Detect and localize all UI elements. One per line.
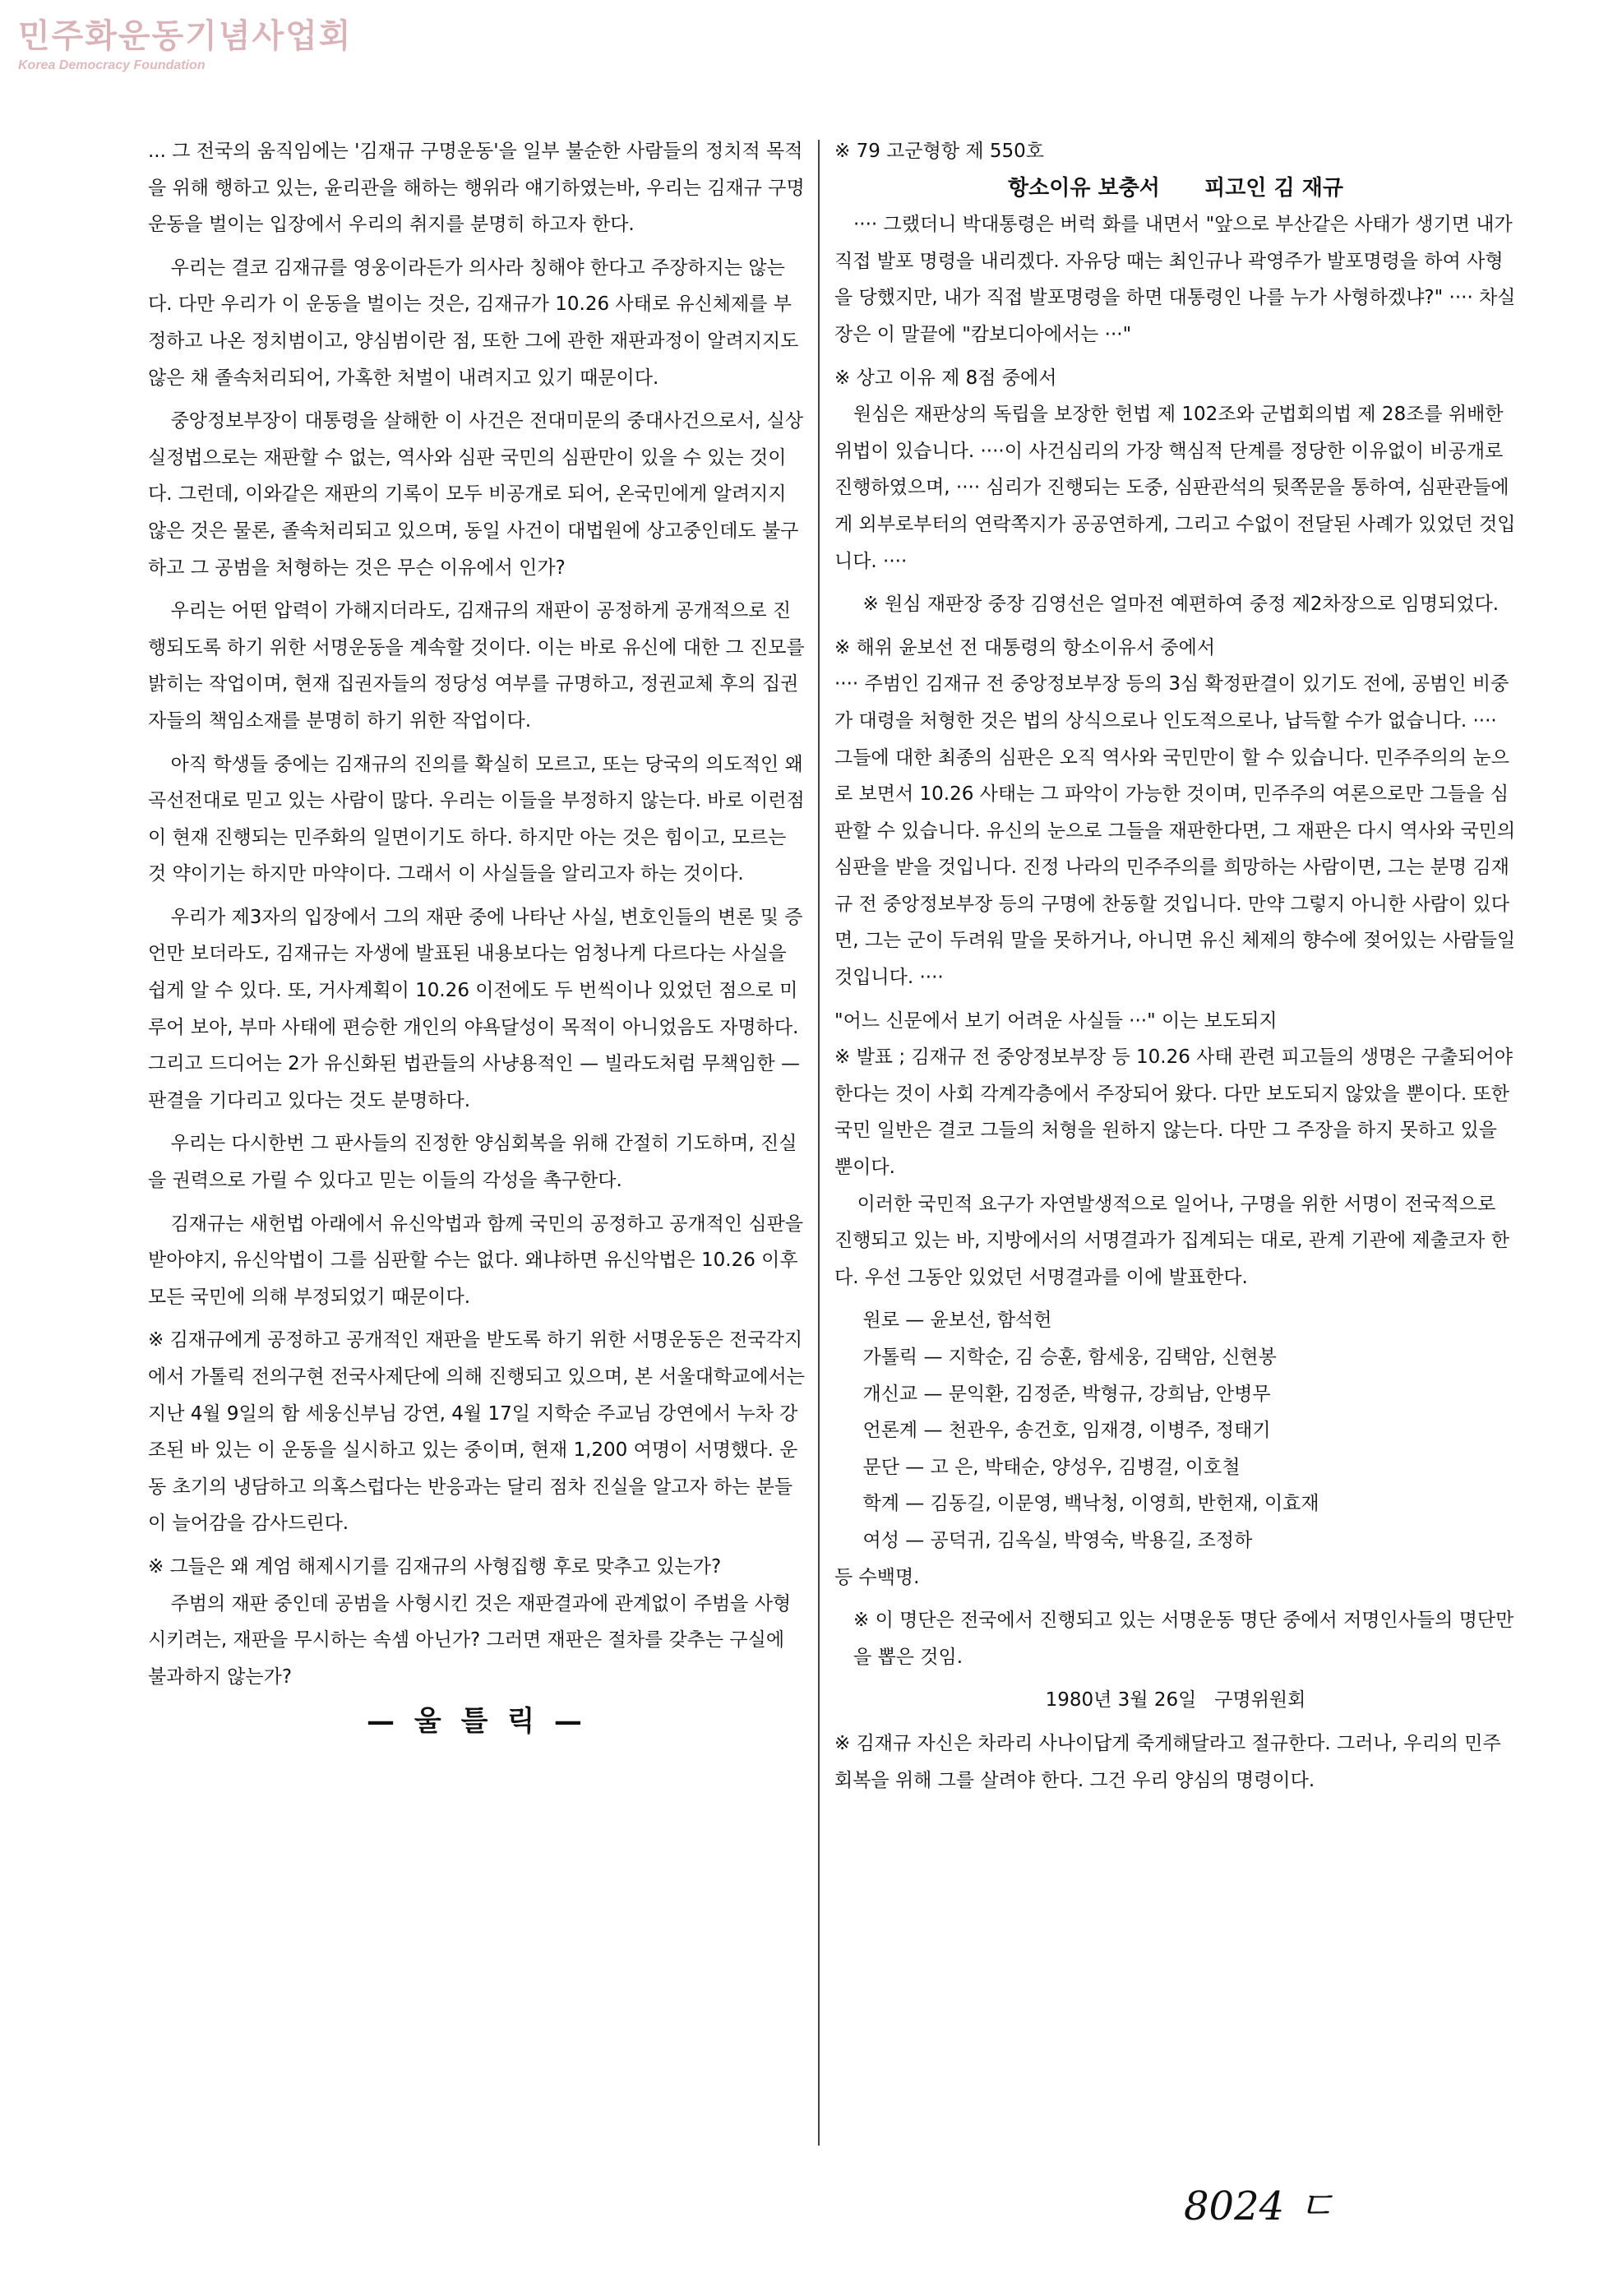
left-note-signature-campaign: ※ 김재규에게 공정하고 공개적인 재판을 받도록 하기 위한 서명운동은 전국각지에서 가톨릭 전의구현 전국사제단에 의해 진행되고 있으며, 본 서울대학교에서는 지난 4월 9일의 함 세웅신부님 강연, 4월 17일 지학순 주교님 강연에서 누차 강조된 바 있는 이 운동을 실시하고 있는 중이며, 현재 1,200 여명이 서명했다. 운동 초기의 냉담하고 의혹스럽다는 반응과는 달리 점차 진실을 알고자 하는 분들이 늘어감을 감사드린다. [148,1329,811,1535]
left-paragraph-purpose: 우리는 결코 김재규를 영웅이라든가 의사라 칭해야 한다고 주장하지는 않는다. 다만 우리가 이 운동을 벌이는 것은, 김재규가 10.26 사태로 유신체제를 부정하고 나온 정치범이고, 양심범이란 점, 또한 그에 관한 재판과정이 알려지지도 않은 채 졸속처리되어, 가혹한 처벌이 내려지고 있기 때문이다. [148,256,805,389]
right-heading-yun: ※ 해위 윤보선 전 대통령의 항소이유서 중에서 [834,636,1216,658]
document-title: 항소이유 보충서 피고인 김 재규 [1008,175,1343,201]
left-paragraph-new-constitution: 김재규는 새헌법 아래에서 유신악법과 함께 국민의 공정하고 공개적인 심판을 받아야지, 유신악법이 그를 심판할 수는 없다. 왜냐하면 유신악법은 10.26 이후 모든 국민에 의해 부정되었기 때문이다. [148,1213,810,1308]
signer-list-press: 언론계 — 천관우, 송건호, 임재경, 이병주, 정태기 [862,1420,1271,1442]
signer-list-literature: 문단 — 고 은, 박태순, 양성우, 김병걸, 이호철 [862,1456,1241,1478]
case-number: ※ 79 고군형항 제 550호 [834,141,1044,162]
right-heading-appeal-reason: ※ 상고 이유 제 8점 중에서 [834,367,1057,389]
left-paragraph-campaign: 우리는 어떤 압력이 가해지더라도, 김재규의 재판이 공정하게 공개적으로 진행되도록 하기 위한 서명운동을 계속할 것이다. 이는 바로 유신에 대한 그 진모를 밝히는 작업이며, 현재 집권자들의 정당성 여부를 규명하고, 정권교체 후의 집권자들의 책임소재를 분명히 하기 위한 작업이다. [148,600,811,732]
left-paragraph-case: 중앙정보부장이 대통령을 살해한 이 사건은 전대미문의 중대사건으로서, 실상 실정법으로는 재판할 수 없는, 역사와 심판 국민의 심판만이 있을 수 있는 것이다. 그런데, 이와같은 재판의 기록이 모두 비공개로 되어, 온국민에게 알려지지 않은 것은 물론, 졸속처리되고 있으며, 동일 사건이 대법원에 상고중인데도 불구하고 그 공범을 처형하는 것은 무슨 이유에서 인가? [148,410,810,579]
right-paragraph-announcement: ※ 발표 ; 김재규 전 중앙정보부장 등 10.26 사태 관련 피고들의 생명은 구출되어야 한다는 것이 사회 각계각층에서 주장되어 왔다. 다만 보도되지 않았을 뿐이다. 또한 국민 일반은 결코 그들의 처형을 원하지 않는다. 다만 그 주장을 하지 못하고 있을 뿐이다. [834,1046,1519,1179]
signer-list-academia: 학계 — 김동길, 이문영, 백낙청, 이영희, 반헌재, 이효재 [862,1493,1319,1515]
right-paragraph-appeal-text: 원심은 재판상의 독립을 보장한 헌법 제 102조와 군법회의법 제 28조를 위배한 위법이 있습니다. ····이 사건심리의 가장 핵심적 단계를 정당한 이유없이 비공개로 진행하였으며, ···· 심리가 진행되는 도중, 심판관석의 뒷쪽문을 통하여, 심판관들에게 외부로부터의 연락쪽지가 공공연하게, 그리고 수없이 전달된 사례가 있었던 것입니다. ···· [834,404,1516,572]
left-note-question: ※ 그들은 왜 계엄 해제시기를 김재규의 사형집행 후로 맞추고 있는가? [148,1555,722,1578]
signer-list-others: 등 수백명. [834,1566,920,1588]
right-closing-note: ※ 김재규 자신은 차라리 사나이답게 죽게해달라고 절규한다. 그러나, 우리의 민주회복을 위해 그를 살려야 한다. 그건 우리 양심의 명령이다. [834,1732,1501,1791]
signer-list-protestant: 개신교 — 문익환, 김정준, 박형규, 강희남, 안병무 [862,1383,1271,1405]
left-paragraph-prayer: 우리는 다시한번 그 판사들의 진정한 양심회복을 위해 간절히 기도하며, 진실을 권력으로 가릴 수 있다고 믿는 이들의 각성을 촉구한다. [148,1133,797,1192]
watermark-english: Korea Democracy Foundation [18,58,206,72]
right-note-list: ※ 이 명단은 전국에서 진행되고 있는 서명운동 명단 중에서 저명인사들의 명단만을 뽑은 것임. [853,1610,1514,1668]
watermark [18,10,352,73]
signature: — 울 틀 릭 — [367,1705,587,1739]
right-line-newspaper: "어느 신문에서 보기 어려운 사실들 ···" 이는 보도되지 [834,1009,1278,1032]
left-paragraph-trial-facts: 우리가 제3자의 입장에서 그의 재판 중에 나타난 사실, 변호인들의 변론 및 증언만 보더라도, 김재규는 자생에 발표된 내용보다는 엄청나게 다르다는 사실을 쉽게 알 수 있다. 또, 거사계획이 10.26 이전에도 두 번씩이나 있었던 점으로 미루어 보아, 부마 사태에 편승한 개인의 야욕달성이 목적이 아니었음도 자명하다. 그리고 드디어는 2가 유신화된 법관들의 사냥용적인 — 빌라도처럼 무책임한 — 판결을 기다리고 있다는 것도 분명하다. [148,906,806,1111]
column-divider [818,140,820,2146]
left-paragraph-accomplice: 주범의 재판 중인데 공범을 사형시킨 것은 재판결과에 관계없이 주범을 사형시키려는, 재판을 무시하는 속셈 아닌가? 그러면 재판은 절차를 갖추는 구실에 불과하지 않는가? [148,1592,792,1688]
left-column [148,133,811,1740]
right-column [834,133,1522,1799]
left-paragraph-students: 아직 학생들 중에는 김재규의 진의를 확실히 모르고, 또는 당국의 의도적인 왜곡선전대로 믿고 있는 사람이 많다. 우리는 이들을 부정하지 않는다. 바로 이런점이 현재 진행되는 민주화의 일면이기도 하다. 하지만 아는 것은 힘이고, 모르는 것 약이기는 하지만 마약이다. 그래서 이 사실들을 알리고자 하는 것이다. [148,753,805,885]
signer-list-women: 여성 — 공덕귀, 김옥실, 박영숙, 박용길, 조정하 [862,1529,1253,1551]
signer-list-elders: 원로 — 윤보선, 함석헌 [862,1310,1052,1332]
right-paragraph-yun-text: ···· 주범인 김재규 전 중앙정보부장 등의 3심 확정판결이 있기도 전에, 공범인 비중가 대령을 처형한 것은 법의 상식으로나 인도적으로나, 납득할 수가 없습니다. ···· 그들에 대한 최종의 심판은 오직 역사와 국민만이 할 수 있습니다. 민주주의의 눈으로 보면서 10.26 사태는 그 파악이 가능한 것이며, 민주주의 여론으로만 그들을 심판할 수 있습니다. 유신의 눈으로 그들을 재판한다면, 그 재판은 다시 역사와 국민의 심판을 받을 것입니다. 진정 나라의 민주주의를 희망하는 사람이면, 그는 분명 김재규 전 중앙정보부장 등의 구명에 찬동할 것입니다. 만약 그렇지 아니한 사람이 있다면, 그는 군이 두려워 말을 못하거나, 아니면 유신 체제의 향수에 젖어있는 사람들일 것입니다. ···· [834,673,1522,989]
page-number: 8024 ㄷ [1184,2183,1335,2229]
right-paragraph-petition: 이러한 국민적 요구가 자연발생적으로 일어나, 구명을 위한 서명이 전국적으로 진행되고 있는 바, 지방에서의 서명결과가 집계되는 대로, 관계 기관에 제출코자 한다. 우선 그동안 있었던 서명결과를 이에 발표한다. [834,1193,1509,1288]
left-paragraph-intro: ... 그 전국의 움직임에는 '김재규 구명운동'을 일부 불순한 사람들의 정치적 목적을 위해 행하고 있는, 윤리관을 해하는 행위라 얘기하였는바, 우리는 김재규 구명운동을 벌이는 입장에서 우리의 취지를 분명히 하고자 한다. [148,141,805,236]
date-committee: 1980년 3월 26일 구명위원회 [1045,1689,1306,1712]
right-note-judge: ※ 원심 재판장 중장 김영선은 얼마전 예편하여 중정 제2차장으로 임명되었다. [862,594,1500,616]
watermark-korean: 민주화운동기념사업회 [18,17,353,55]
right-paragraph-quote: ···· 그랬더니 박대통령은 버럭 화를 내면서 "앞으로 부산같은 사태가 생기면 내가 직접 발포 명령을 내리겠다. 자유당 때는 최인규나 곽영주가 발포명령을 하여 사형을 당했지만, 내가 직접 발포명령을 하면 대통령인 나를 누가 사형하겠냐?" ···· 차실장은 이 말끝에 "캄보디아에서는 ···" [834,214,1519,345]
signer-list-catholic: 가톨릭 — 지학순, 김 승훈, 함세웅, 김택암, 신현봉 [862,1347,1277,1368]
